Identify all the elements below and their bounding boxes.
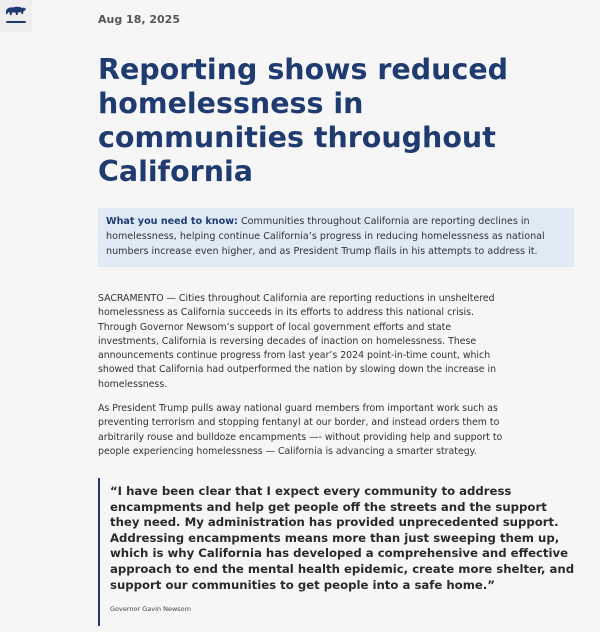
quote-attribution: Governor Gavin Newsom — [110, 605, 191, 613]
callout-text: Communities throughout California are reporting declines in homelessness, helping continue California’s progress in reducing homelessness as national numbers increase even higher, and as President Trump flails in his attempts to address it. — [106, 216, 545, 257]
california-bear-icon — [5, 5, 27, 16]
body-paragraph-1: SACRAMENTO — Cities throughout California are reporting reductions in unsheltered homelessness as California succeeds in its efforts to address this national crisis. Through Governor Newsom’s support of local government efforts and state investments, California is reversing decades of inaction on homelessness. These announcements continue progress from last year’s 2024 point-in-time count, which showed that California had outperformed the nation by slowing down the increase in homelessness. — [98, 293, 497, 390]
body-paragraph-2: As President Trump pulls away national guard members from important work such as preventing terrorism and stopping fentanyl at our border, and instead orders them to arbitrarily rouse and bulldoze encampments —- without providing help and support to people experiencing homelessness — California is advancing a smarter strategy. — [98, 403, 503, 457]
page-title: Reporting shows reduced homelessness in communities throughout California — [98, 53, 509, 188]
quote-text: “I have been clear that I expect every community to address encampments and help get people off the streets and the support they need. My administration has provided unprecedented support. Addressing encampments means more than just sweeping them up, which is why California has developed a comprehensive and effective approach to end the mental health epidemic, create more shelter, and support our communities to get people into a safe home.” — [110, 484, 575, 592]
site-logo[interactable] — [0, 0, 32, 32]
key-points-callout — [98, 208, 574, 267]
pull-quote — [98, 478, 578, 626]
callout-label: What you need to know: — [106, 216, 238, 227]
hamburger-menu-icon[interactable] — [6, 18, 26, 23]
article-date: Aug 18, 2025 — [98, 13, 180, 26]
